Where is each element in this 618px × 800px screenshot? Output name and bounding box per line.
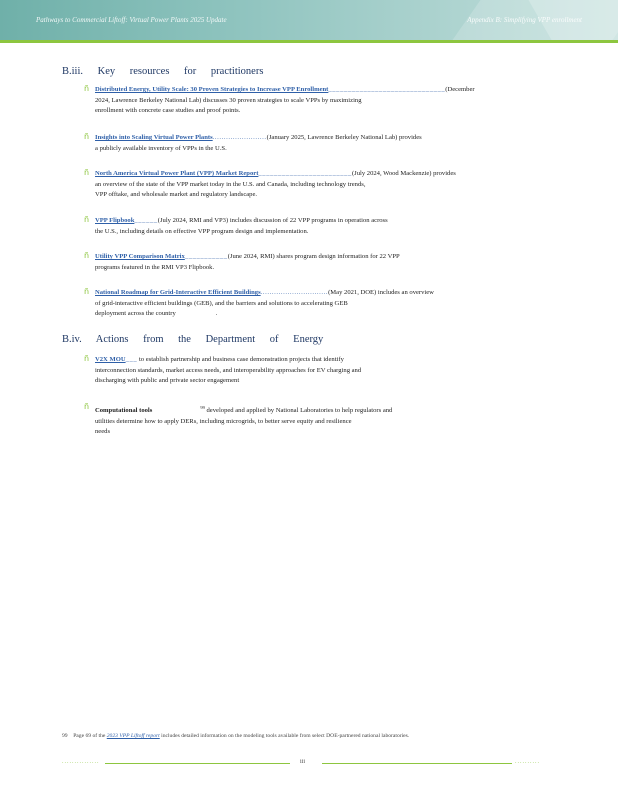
resource-item <box>95 169 535 201</box>
resource-meta: (July 2024, RMI and VP3) includes discussion of 22 VPP programs in operation across <box>157 217 388 224</box>
action-text: discharging with public and private sector engagement <box>95 377 240 384</box>
bullet-icon: ñ <box>84 215 90 224</box>
computational-tools-label: Computational tools <box>95 407 153 415</box>
bullet-icon: ñ <box>84 84 90 93</box>
header-rule <box>0 40 618 43</box>
bullet-icon: ñ <box>84 402 90 411</box>
resource-link[interactable]: VPP Flipbook <box>95 217 135 224</box>
resource-item <box>95 85 535 117</box>
section-heading-key-resources <box>62 66 275 77</box>
footnote <box>62 733 562 739</box>
resource-text: of grid-interactive efficient buildings (GEB), and the barriers and solutions to accelerating GEB <box>95 299 348 307</box>
footer-dots-left: ............... <box>62 759 100 765</box>
resource-item <box>95 288 535 320</box>
resource-meta: (January 2025, Lawrence Berkeley National Lab) provides <box>266 134 422 141</box>
link-leader: ___________ <box>184 253 228 260</box>
resource-text: programs featured in the RMI VP3 Flipbook. <box>95 263 215 271</box>
heading-word: Actions <box>95 334 129 345</box>
action-text: utilities determine how to apply DERs, including microgrids, to better serve equity and resilience <box>95 417 352 425</box>
footnote-link[interactable]: 2023 VPP Liftoff report <box>106 733 160 739</box>
resource-meta: (June 2024, RMI) shares program design information for 22 VPP <box>227 253 400 260</box>
resource-meta: (May 2021, DOE) includes an overview <box>328 289 434 296</box>
resource-meta: (December <box>445 86 475 93</box>
heading-word: for <box>184 66 197 77</box>
footer-rule-right <box>322 763 512 764</box>
resource-text: a publicly available inventory of VPPs in the U.S. <box>95 144 227 152</box>
resource-text: . <box>215 310 218 317</box>
resource-item <box>95 133 535 154</box>
heading-word: of <box>269 334 279 345</box>
resource-link[interactable]: Distributed Energy, Utility Scale: 30 Proven Strategies to Increase VPP Enrollment <box>95 86 329 93</box>
resource-link[interactable]: National Roadmap for Grid-Interactive Efficient Buildings <box>95 289 261 296</box>
resource-text: deployment across the country <box>95 310 176 317</box>
heading-word: the <box>178 334 191 345</box>
resource-link[interactable]: Utility VPP Comparison Matrix <box>95 253 185 260</box>
header-report-title: Pathways to Commercial Liftoff: Virtual Power Plants 2025 Update <box>36 16 227 24</box>
resource-link[interactable]: North America Virtual Power Plant (VPP) Market Report <box>95 170 259 177</box>
bullet-icon: ñ <box>84 354 90 363</box>
link-leader: ________________________ <box>258 170 352 177</box>
footer-rule-left <box>105 763 290 764</box>
footer-dots-right: .......... <box>515 759 540 765</box>
section-number: B.iii. <box>62 66 84 77</box>
header-section-title: Appendix B: Simplifying VPP enrollment <box>467 16 582 24</box>
page-header-banner <box>0 0 618 40</box>
page-number: iii <box>300 759 306 765</box>
link-leader: ........................ <box>212 134 267 141</box>
heading-word: Department <box>205 334 256 345</box>
action-text: to establish partnership and business case demonstration projects that identify <box>138 356 344 363</box>
link-leader: ______ <box>134 217 158 224</box>
resource-text: the U.S., including details on effective VPP program design and implementation. <box>95 227 309 235</box>
section-heading-doe-actions <box>62 334 335 345</box>
action-text: needs <box>95 428 111 436</box>
bullet-icon: ñ <box>84 168 90 177</box>
link-leader: .............................. <box>260 289 329 296</box>
action-item <box>95 403 535 438</box>
heading-word: practitioners <box>210 66 264 77</box>
footnote-text: includes detailed information on the modeling tools available from select DOE-partnered national laboratories. <box>161 733 410 739</box>
v2x-mou-link[interactable]: V2X MOU <box>95 356 126 363</box>
heading-word: resources <box>129 66 170 77</box>
resource-text: an overview of the state of the VPP market today in the U.S. and Canada, including technology trends, <box>95 180 366 188</box>
action-item <box>95 355 535 387</box>
heading-word: Key <box>97 66 116 77</box>
bullet-icon: ñ <box>84 287 90 296</box>
heading-word: Energy <box>293 334 324 345</box>
footnote-ref[interactable]: 99 <box>200 405 205 410</box>
action-text: developed and applied by National Laboratories to help regulators and <box>206 407 393 415</box>
action-text: interconnection standards, market access needs, and interoperability approaches for EV charging and <box>95 366 362 374</box>
bullet-icon: ñ <box>84 132 90 141</box>
resource-text: VPP offtake, and wholesale market and regulatory landscape. <box>95 191 258 198</box>
resource-text: 2024, Lawrence Berkeley National Lab) discusses 30 proven strategies to scale VPPs by maximizing <box>95 96 362 104</box>
resource-item <box>95 216 535 237</box>
resource-item <box>95 252 535 273</box>
section-number: B.iv. <box>62 334 82 345</box>
footnote-text: Page 69 of the <box>73 733 106 739</box>
heading-word: from <box>143 334 164 345</box>
link-leader: ______________________________ <box>328 86 446 93</box>
resource-meta: (July 2024, Wood Mackenzie) provides <box>351 170 456 177</box>
resource-link[interactable]: Insights into Scaling Virtual Power Plants <box>95 134 213 141</box>
footnote-number: 99 <box>62 733 68 739</box>
resource-text: enrollment with concrete case studies and proof points. <box>95 107 241 114</box>
link-leader: ___ <box>125 356 138 363</box>
bullet-icon: ñ <box>84 251 90 260</box>
